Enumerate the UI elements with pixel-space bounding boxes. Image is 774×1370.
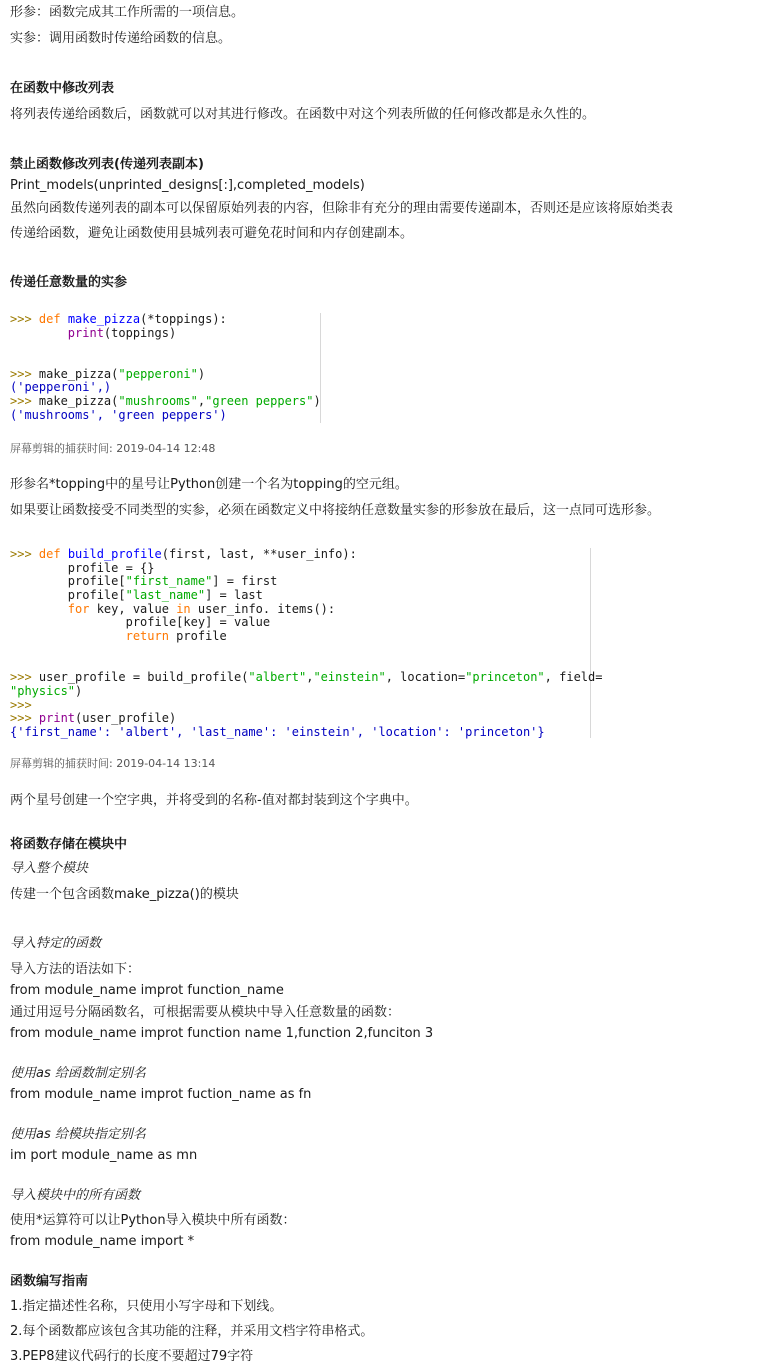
guide-item: 1.指定描述性名称，只使用小写字母和下划线。 <box>10 1299 283 1314</box>
syntax-single: from module_name improt function_name <box>10 983 284 998</box>
import-all-body: 使用*运算符可以让Python导入模块中所有函数： <box>10 1213 296 1228</box>
alias-module-code: im port module_name as mn <box>10 1148 198 1163</box>
syntax-multi: from module_name improt function name 1,function 2,funciton 3 <box>10 1026 434 1041</box>
guide-item: 2.每个函数都应该包含其功能的注释，并采用文档字符串格式。 <box>10 1324 374 1339</box>
modify-list-body: 将列表传递给函数后，函数就可以对其进行修改。在函数中对这个列表所做的任何修改都是永久性的。 <box>10 107 596 122</box>
alias-module-heading: 使用as 给模块指定别名 <box>10 1127 146 1142</box>
modules-heading: 将函数存储在模块中 <box>10 837 128 852</box>
alias-function-heading: 使用as 给函数制定别名 <box>10 1066 146 1081</box>
formal-param-definition: 形参：函数完成其工作所需的一项信息。 <box>10 5 245 20</box>
guide-heading: 函数编写指南 <box>10 1274 89 1289</box>
screenshot-caption-1: 屏幕剪辑的捕获时间: 2019-04-14 12:48 <box>10 442 216 455</box>
kwargs-note: 两个星号创建一个空字典，并将受到的名称-值对都封装到这个字典中。 <box>10 793 418 808</box>
prevent-modify-body-line1: 虽然向函数传递列表的副本可以保留原始列表的内容，但除非有充分的理由需要传递副本，否则还是应该将原始类表 <box>10 201 674 216</box>
param-order-note: 如果要让函数接受不同类型的实参，必须在函数定义中将接纳任意数量实参的形参放在最后，这一点同可选形参。 <box>10 503 661 518</box>
import-all-heading: 导入模块中的所有函数 <box>10 1188 141 1203</box>
code-screenshot-make-pizza: >>> def make_pizza(*toppings): print(toppings) >>> make_pizza("pepperoni") ('pepperoni',) >>> make_pizza("mushrooms","green peppers") ('mushrooms', 'green peppers') <box>10 312 321 422</box>
syntax-intro: 导入方法的语法如下： <box>10 962 141 977</box>
prevent-modify-heading: 禁止函数修改列表(传递列表副本) <box>10 157 204 172</box>
guide-item: 3.PEP8建议代码行的长度不要超过79字符 <box>10 1349 254 1364</box>
import-all-code: from module_name import * <box>10 1234 195 1249</box>
alias-function-code: from module_name improt fuction_name as fn <box>10 1087 312 1102</box>
prevent-modify-body-line2: 传递给函数，避免让函数使用县城列表可避免花时间和内存创建副本。 <box>10 226 414 241</box>
screenshot-caption-2: 屏幕剪辑的捕获时间: 2019-04-14 13:14 <box>10 757 216 770</box>
import-specific-heading: 导入特定的函数 <box>10 936 102 951</box>
modify-list-heading: 在函数中修改列表 <box>10 81 115 96</box>
syntax-multi-intro: 通过用逗号分隔函数名，可根据需要从模块中导入任意数量的函数： <box>10 1005 401 1020</box>
tuple-note: 形参名*topping中的星号让Python创建一个名为topping的空元组。 <box>10 477 408 492</box>
code-screenshot-build-profile: >>> def build_profile(first, last, **user_info): profile = {} profile["first_name"] = first profile["last_name"] = last for key, value in user_info. items(): profile[key] = value return profile >>> user_profile = build_profile("albert","einstein", location="princeton", field= "physics") >>> >>> print(user_profile) {'first_name': 'albert', 'last_name': 'einstein', 'location': 'princeton'} <box>10 547 603 739</box>
import-whole-module-heading: 导入整个模块 <box>10 861 89 876</box>
prevent-modify-example: Print_models(unprinted_designs[:],completed_models) <box>10 178 365 193</box>
create-module-text: 传建一个包含函数make_pizza()的模块 <box>10 887 239 902</box>
actual-param-definition: 实参：调用函数时传递给函数的信息。 <box>10 31 232 46</box>
arbitrary-args-heading: 传递任意数量的实参 <box>10 275 128 290</box>
